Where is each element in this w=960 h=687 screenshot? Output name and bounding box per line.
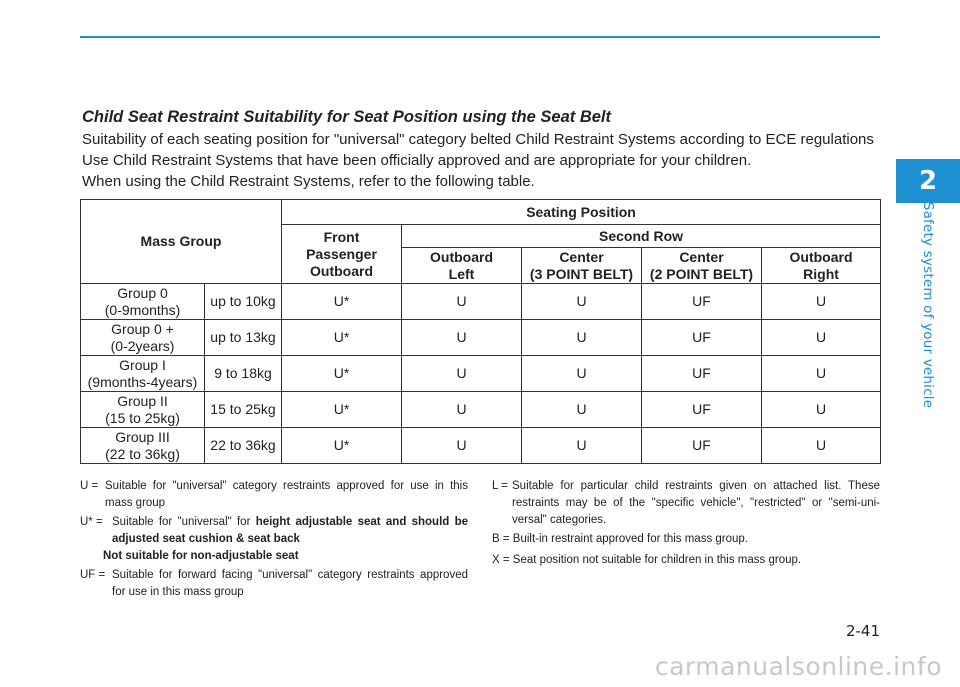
legend-item-u: U = Suitable for "universal" category restraints approved for use in this mass group [80,480,468,509]
outboard-left-cell: U [402,356,522,392]
outboard-right-cell: U [762,428,881,464]
top-accent-rule [80,36,880,38]
group-cell: Group 0 + (0-2years) [81,320,205,356]
center-2pt-cell: UF [642,392,762,428]
group-cell: Group 0 (0-9months) [81,284,205,320]
front-cell: U* [282,320,402,356]
front-cell: U* [282,392,402,428]
table-row [81,428,881,464]
mass-cell: 9 to 18kg [205,356,282,392]
outboard-left-header: Outboard Left [402,248,522,284]
intro-paragraph-2: Use Child Restraint Systems that have been officially approved and are appropriate for your children. [82,152,752,169]
outboard-left-cell: U [402,392,522,428]
front-cell: U* [282,428,402,464]
center-2pt-header: Center (2 POINT BELT) [642,248,762,284]
table-row [81,284,881,320]
watermark: carmanualsonline.info [654,652,942,681]
outboard-left-cell: U [402,284,522,320]
legend-item-uf: UF = Suitable for forward facing "universal" category restraints approved for use in this mass group [80,569,468,598]
center-3pt-cell: U [522,356,642,392]
center-2pt-cell: UF [642,284,762,320]
second-row-header: Second Row [402,225,881,248]
center-2pt-cell: UF [642,428,762,464]
group-cell: Group III (22 to 36kg) [81,428,205,464]
outboard-right-cell: U [762,284,881,320]
center-2pt-cell: UF [642,320,762,356]
center-3pt-cell: U [522,428,642,464]
page-number: 2-41 [845,622,880,640]
intro-paragraph-3: When using the Child Restraint Systems, refer to the following table. [82,173,535,190]
seating-position-header: Seating Position [282,200,881,225]
mass-cell: 15 to 25kg [205,392,282,428]
mass-cell: up to 13kg [205,320,282,356]
group-cell: Group I (9months-4years) [81,356,205,392]
front-cell: U* [282,356,402,392]
outboard-left-cell: U [402,428,522,464]
table-row [81,392,881,428]
group-cell: Group II (15 to 25kg) [81,392,205,428]
center-3pt-cell: U [522,320,642,356]
center-3pt-cell: U [522,392,642,428]
legend-item-x: X = Seat position not suitable for children in this mass group. [492,554,802,566]
outboard-right-cell: U [762,356,881,392]
suitability-table [80,199,881,464]
center-3pt-cell: U [522,284,642,320]
legend-left [80,478,468,603]
intro-paragraph-1: Suitability of each seating position for "universal" category belted Child Restraint Systems according to ECE regulations [82,131,874,148]
mass-cell: up to 10kg [205,284,282,320]
mass-group-header: Mass Group [81,200,282,284]
outboard-left-cell: U [402,320,522,356]
section-title: Child Seat Restraint Suitability for Seat Position using the Seat Belt [82,108,611,126]
legend-item-l: L = Suitable for particular child restraints given on attached list. These restraints may be of the "specific vehicle", "restricted" or "semi-uni-versal" categories. [492,480,880,526]
front-cell: U* [282,284,402,320]
chapter-title: Safety system of your vehicle [920,201,936,409]
legend-right [492,478,880,569]
legend-item-ustar: U* = Suitable for "universal" for height adjustable seat and should be adjusted seat cushion & seat back Not suitable for non-adjustable seat [80,516,468,562]
outboard-right-cell: U [762,392,881,428]
center-2pt-cell: UF [642,356,762,392]
center-3pt-header: Center (3 POINT BELT) [522,248,642,284]
outboard-right-header: Outboard Right [762,248,881,284]
table-row [81,356,881,392]
chapter-number-tab: 2 [896,159,960,203]
outboard-right-cell: U [762,320,881,356]
legend-item-b: B = Built-in restraint approved for this mass group. [492,533,748,545]
table-row [81,320,881,356]
mass-cell: 22 to 36kg [205,428,282,464]
chapter-title-side-label [896,201,960,409]
front-passenger-header: Front Passenger Outboard [282,225,402,284]
